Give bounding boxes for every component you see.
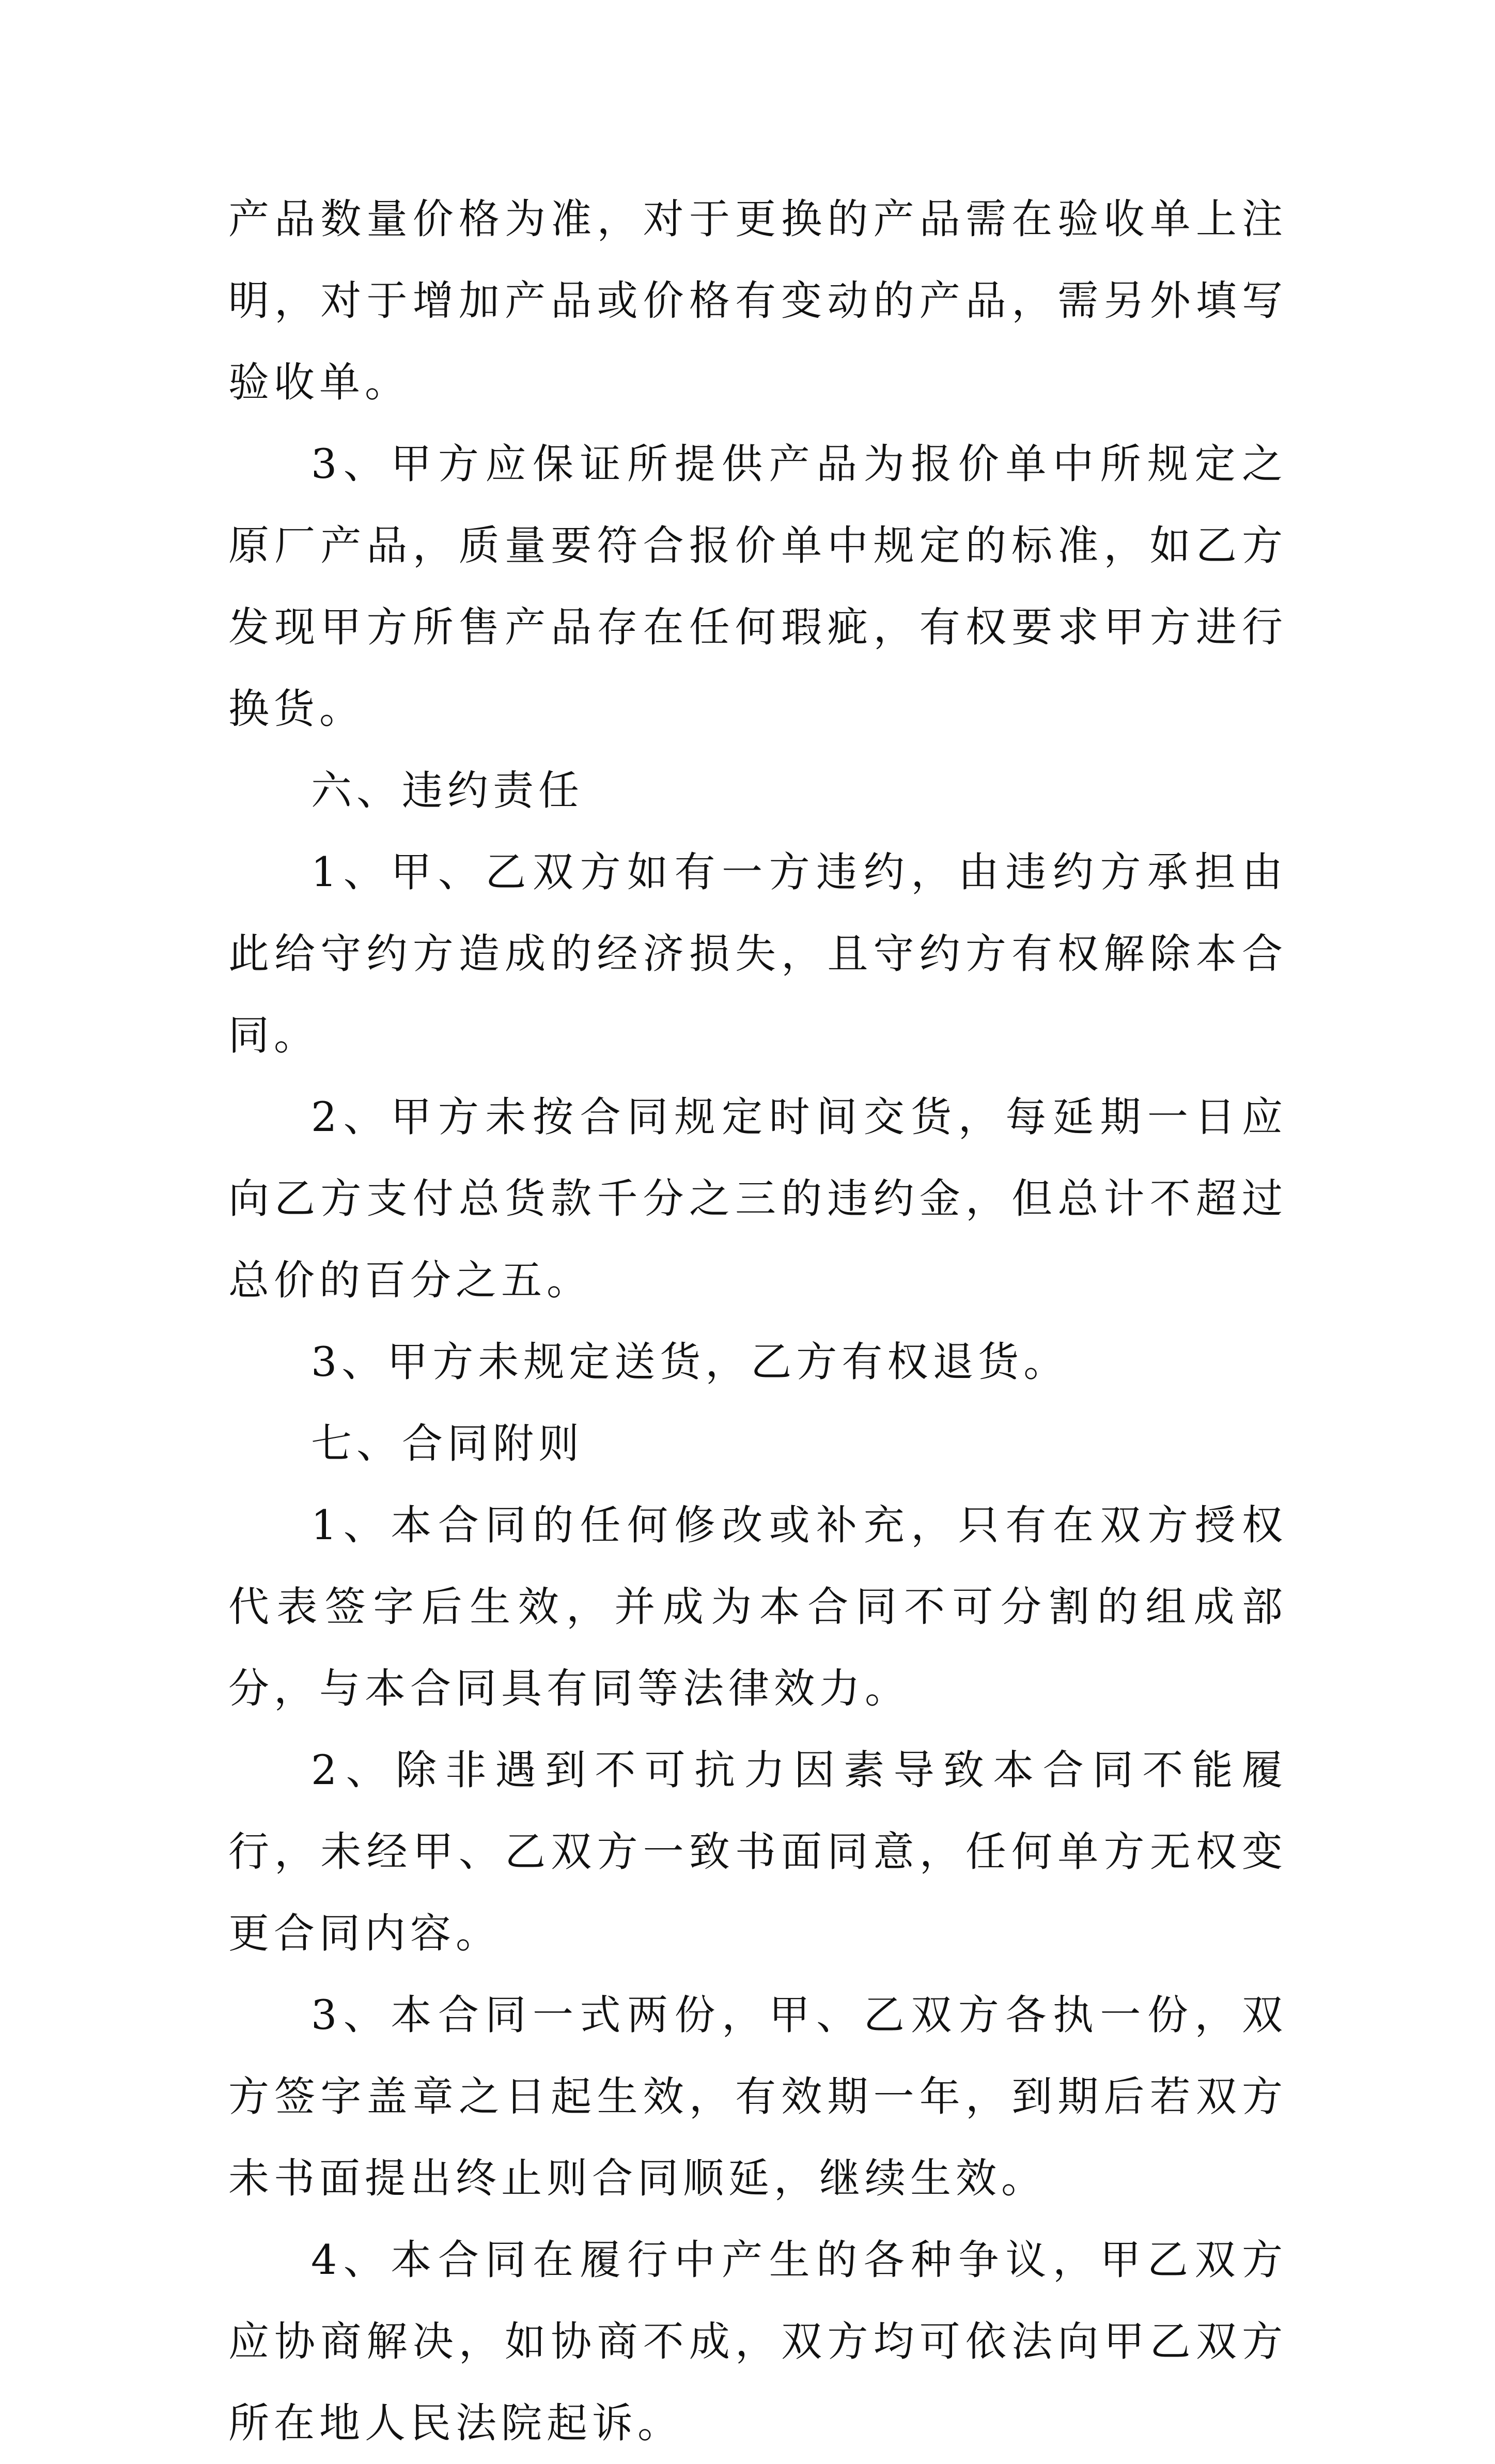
section-heading-supplementary: 七、合同附则 <box>311 1420 584 1467</box>
document-body <box>228 178 1287 2464</box>
paragraph-supplementary-3: 3、本合同一式两份，甲、乙双方各执一份，双方签字盖章之日起生效，有效期一年，到期后若双方未书面提出终止则合同顺延，继续生效。 <box>228 1991 1287 2202</box>
paragraph-breach-3: 3、甲方未规定送货，乙方有权退货。 <box>311 1338 1069 1386</box>
paragraph-quality-clause: 3、甲方应保证所提供产品为报价单中所规定之原厂产品，质量要符合报价单中规定的标准，如乙方发现甲方所售产品存在任何瑕疵，有权要求甲方进行换货。 <box>228 440 1287 733</box>
paragraph-supplementary-2: 2、除非遇到不可抗力因素导致本合同不能履行，未经甲、乙双方一致书面同意，任何单方无权变更合同内容。 <box>228 1746 1287 1957</box>
paragraph-breach-2: 2、甲方未按合同规定时间交货，每延期一日应向乙方支付总货款千分之三的违约金，但总计不超过总价的百分之五。 <box>228 1093 1287 1304</box>
paragraph-supplementary-4: 4、本合同在履行中产生的各种争议，甲乙双方应协商解决，如协商不成，双方均可依法向甲乙双方所在地人民法院起诉。 <box>228 2236 1287 2447</box>
paragraph-supplementary-1: 1、本合同的任何修改或补充，只有在双方授权代表签字后生效，并成为本合同不可分割的组成部分，与本合同具有同等法律效力。 <box>228 1501 1287 1712</box>
section-heading-breach: 六、违约责任 <box>311 767 584 814</box>
paragraph-product-quantity: 产品数量价格为准，对于更换的产品需在验收单上注明，对于增加产品或价格有变动的产品，需另外填写验收单。 <box>228 195 1287 406</box>
paragraph-breach-1: 1、甲、乙双方如有一方违约，由违约方承担由此给守约方造成的经济损失，且守约方有权解除本合同。 <box>228 848 1287 1059</box>
